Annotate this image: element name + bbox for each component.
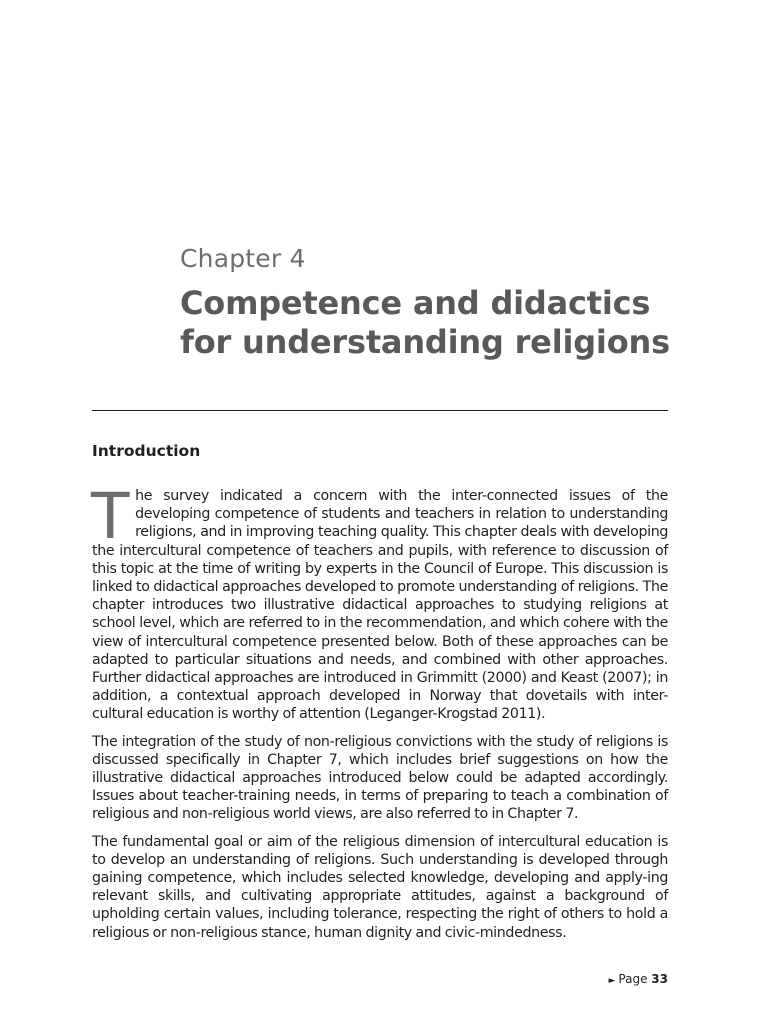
chapter-label: Chapter 4 (180, 244, 306, 273)
paragraph-1-text: he survey indicated a concern with the inter-connected issues of the developing competence of students and teachers in relation to understanding religions, and in improving teaching quality. This chapter deals with developing the intercultural competence of teachers and pupils, with reference to discussion of this topic at the time of writing by experts in the Council of Europe. This discussion is linked to didactical approaches developed to promote understanding of religions. The chapter introduces two illustrative didactical approaches to studying religions at school level, which are referred to in the recommendation, and which cohere with the view of intercultural competence presented below. Both of these approaches can be adapted to particular situations and needs, and combined with other approaches. Further didactical approaches are introduced in Grimmitt (2000) and Keast (2007); in addition, a contextual approach developed in Norway that dovetails with inter-cultural education is worthy of attention (Leganger-Krogstad 2011). (92, 488, 668, 723)
paragraph-1 (91, 480, 668, 724)
paragraph-3: The fundamental goal or aim of the religious dimension of intercultural education is to develop an understanding of religions. Such understanding is developed through gaining competence, which includes selected knowledge, developing and apply-ing relevant skills, and cultivating appropriate attitudes, against a background of upholding certain values, including tolerance, respecting the right of others to hold a religious or non-religious stance, human dignity and civic-mindedness. (92, 833, 668, 941)
chapter-title: Competence and didactics for understanding religions (180, 284, 670, 361)
page-number: 33 (651, 972, 668, 986)
paragraph-2: The integration of the study of non-religious convictions with the study of religions is discussed specifically in Chapter 7, which includes brief suggestions on how the illustrative didactical approaches introduced below could be adapted accordingly. Issues about teacher-training needs, in terms of preparing to teach a combination of religious and non-religious world views, are also referred to in Chapter 7. (92, 733, 668, 823)
page-label: Page (618, 972, 648, 986)
section-heading: Introduction (92, 442, 201, 460)
body-text (91, 480, 668, 951)
triangle-right-icon: ► (608, 976, 616, 986)
drop-cap: T (91, 480, 130, 553)
title-divider (92, 410, 668, 411)
page-footer (608, 972, 668, 986)
